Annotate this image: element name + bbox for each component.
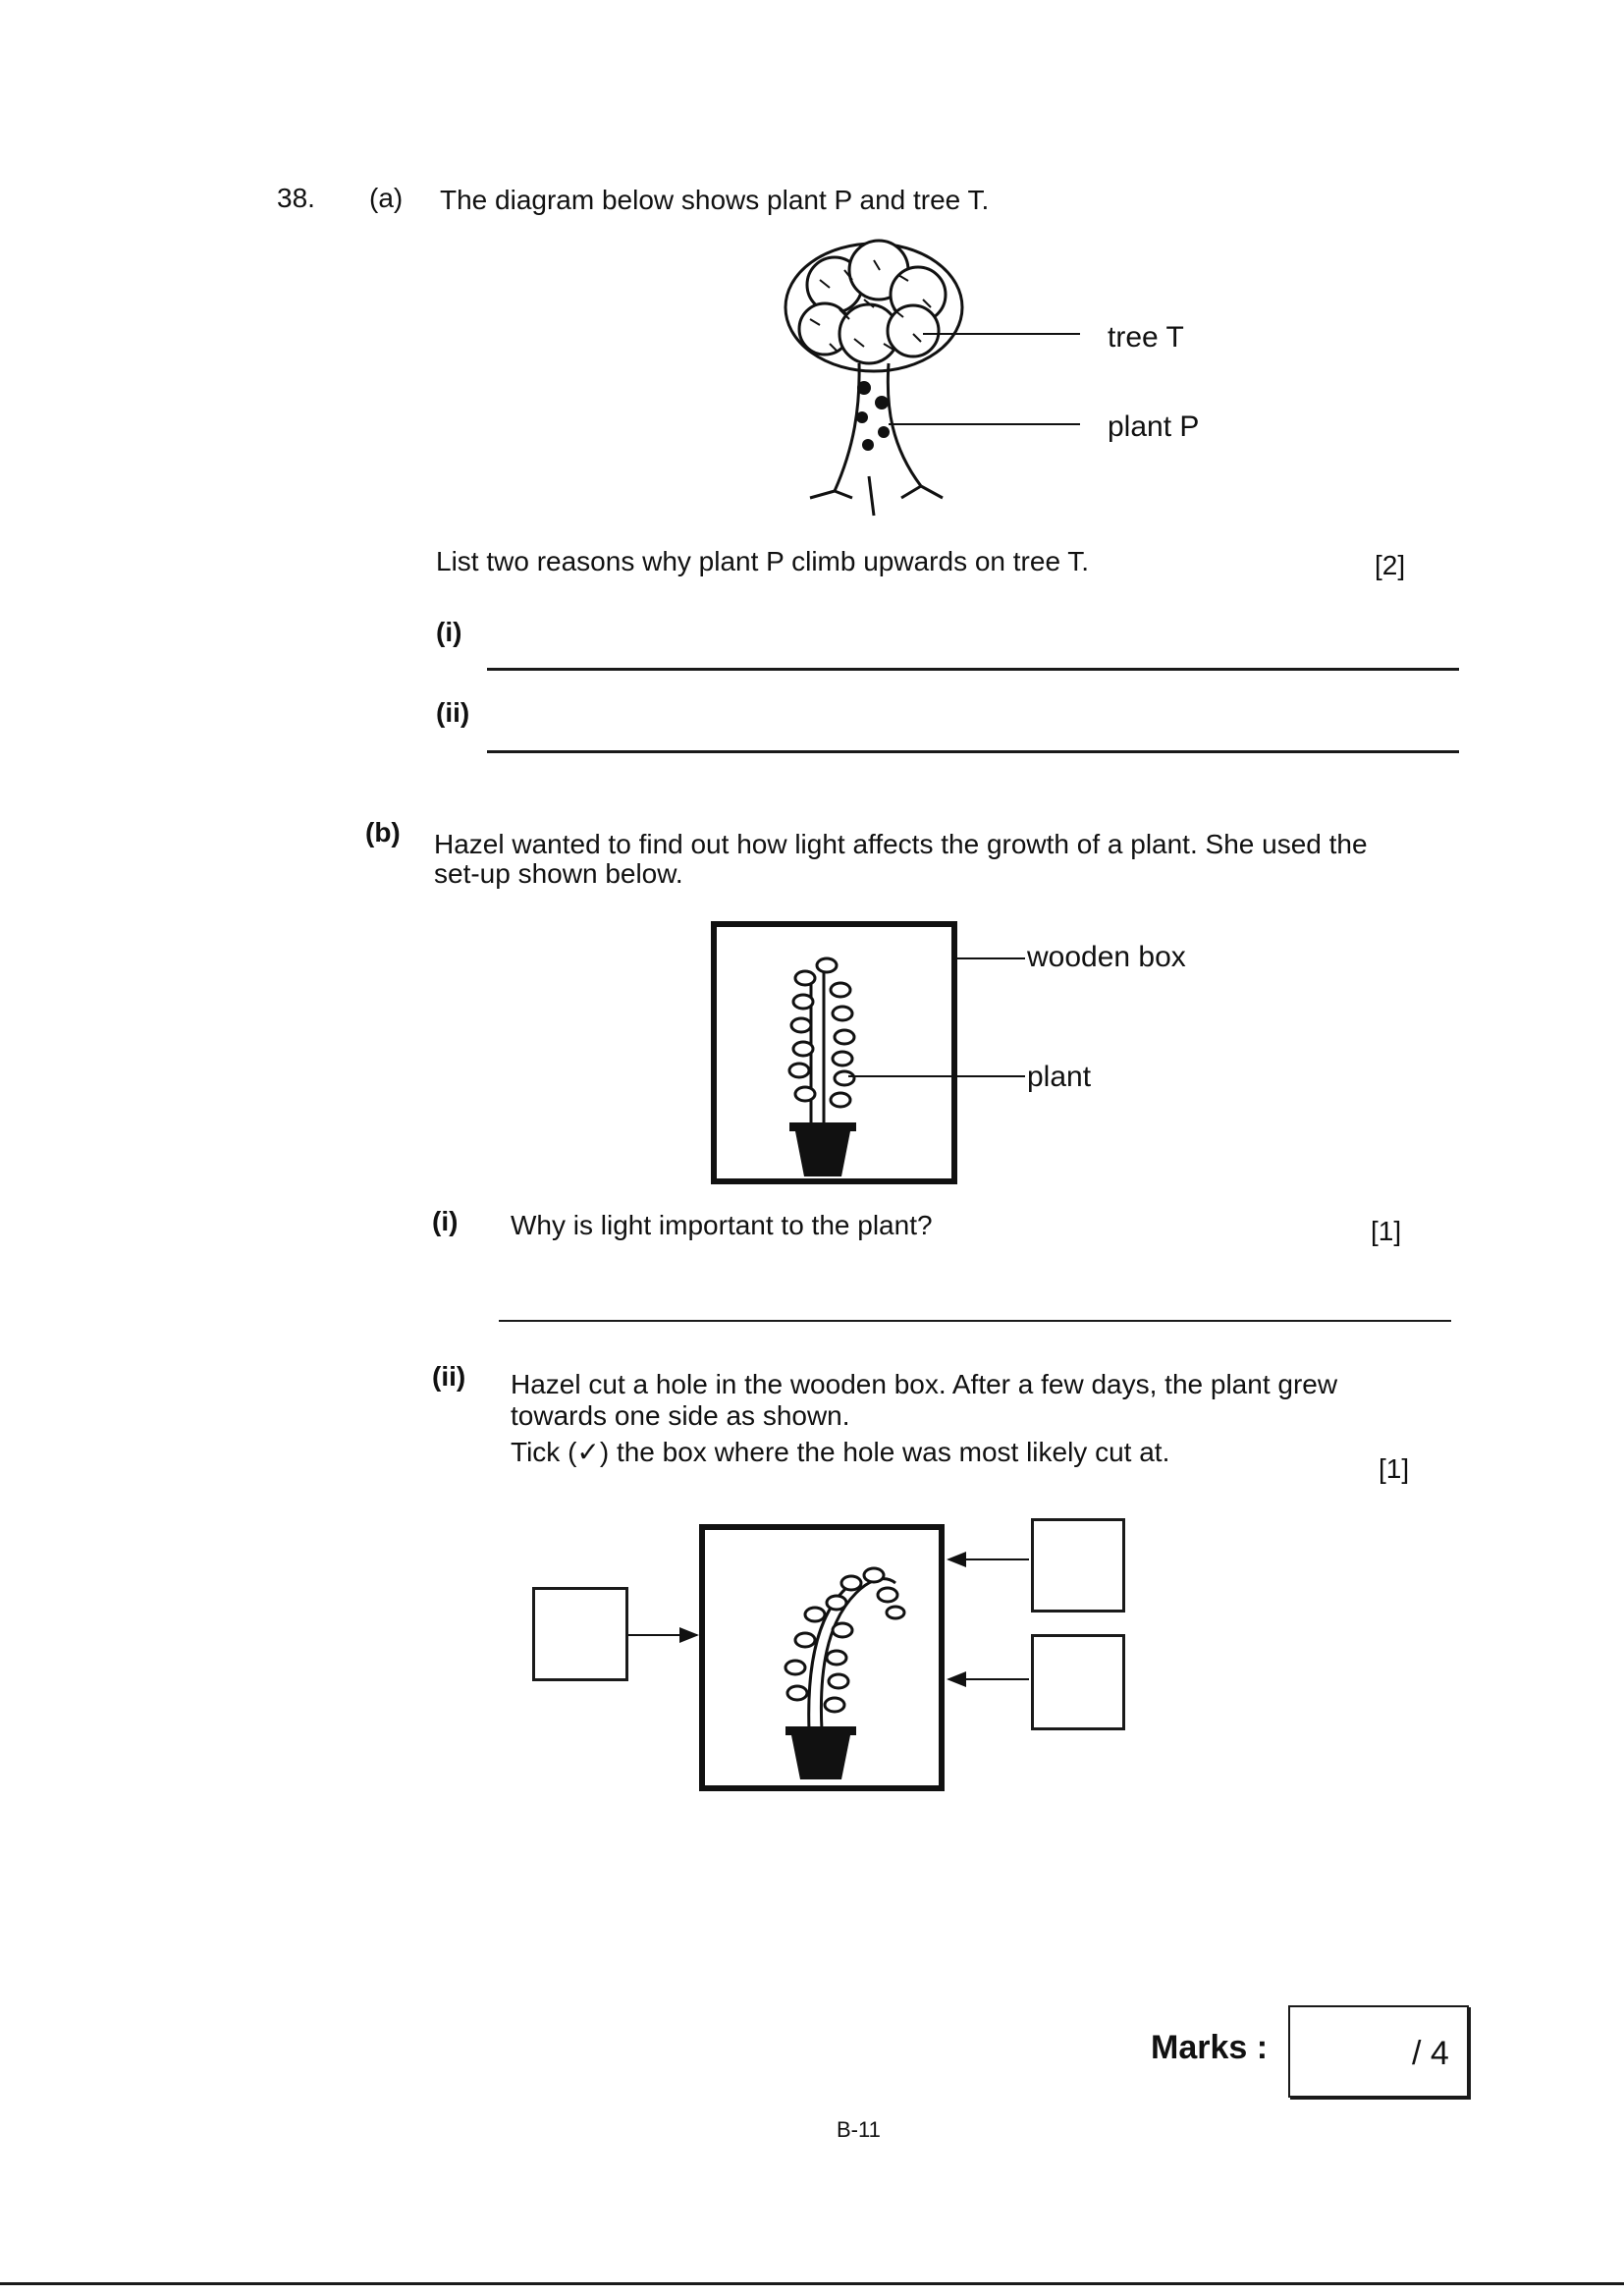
- part-a-text: The diagram below shows plant P and tree T.: [440, 185, 990, 215]
- part-b-label: (b): [365, 817, 401, 847]
- part-a-prompt: List two reasons why plant P climb upwards on tree T.: [436, 546, 1090, 576]
- answer-i-label: (i): [436, 617, 462, 647]
- marks-label: Marks :: [1151, 2029, 1269, 2066]
- sub-ii-line2: towards one side as shown.: [511, 1400, 850, 1431]
- box-plant-label: plant: [1027, 1061, 1092, 1093]
- sub-ii-line1: Hazel cut a hole in the wooden box. After a few days, the plant grew: [511, 1369, 1338, 1399]
- plant-p-label: plant P: [1108, 410, 1200, 443]
- question-number: 38.: [277, 183, 315, 213]
- sub-ii-marks: [1]: [1379, 1453, 1410, 1484]
- part-a-marks: [2]: [1375, 550, 1406, 580]
- answer-ii-label: (ii): [436, 697, 470, 728]
- part-b-text-line1: Hazel wanted to find out how light affects the growth of a plant. She used the: [434, 829, 1368, 859]
- sub-i-text: Why is light important to the plant?: [511, 1210, 933, 1240]
- tick-box-bottom-right[interactable]: [1031, 1634, 1125, 1730]
- sub-ii-label: (ii): [432, 1361, 466, 1392]
- tick-box-left[interactable]: [532, 1587, 628, 1681]
- marks-value: / 4: [1412, 2035, 1449, 2072]
- page-code: B-11: [837, 2117, 881, 2142]
- part-a-label: (a): [369, 183, 404, 213]
- tree-t-label: tree T: [1108, 321, 1184, 354]
- bottom-rule: [0, 2282, 1624, 2285]
- sub-ii-line3: Tick (✓) the box where the hole was most likely cut at.: [511, 1437, 1170, 1467]
- tick-box-top-right[interactable]: [1031, 1518, 1125, 1613]
- part-b-text-line2: set-up shown below.: [434, 858, 683, 889]
- sub-i-marks: [1]: [1371, 1216, 1402, 1246]
- wooden-box-label: wooden box: [1027, 941, 1186, 973]
- sub-i-label: (i): [432, 1206, 459, 1236]
